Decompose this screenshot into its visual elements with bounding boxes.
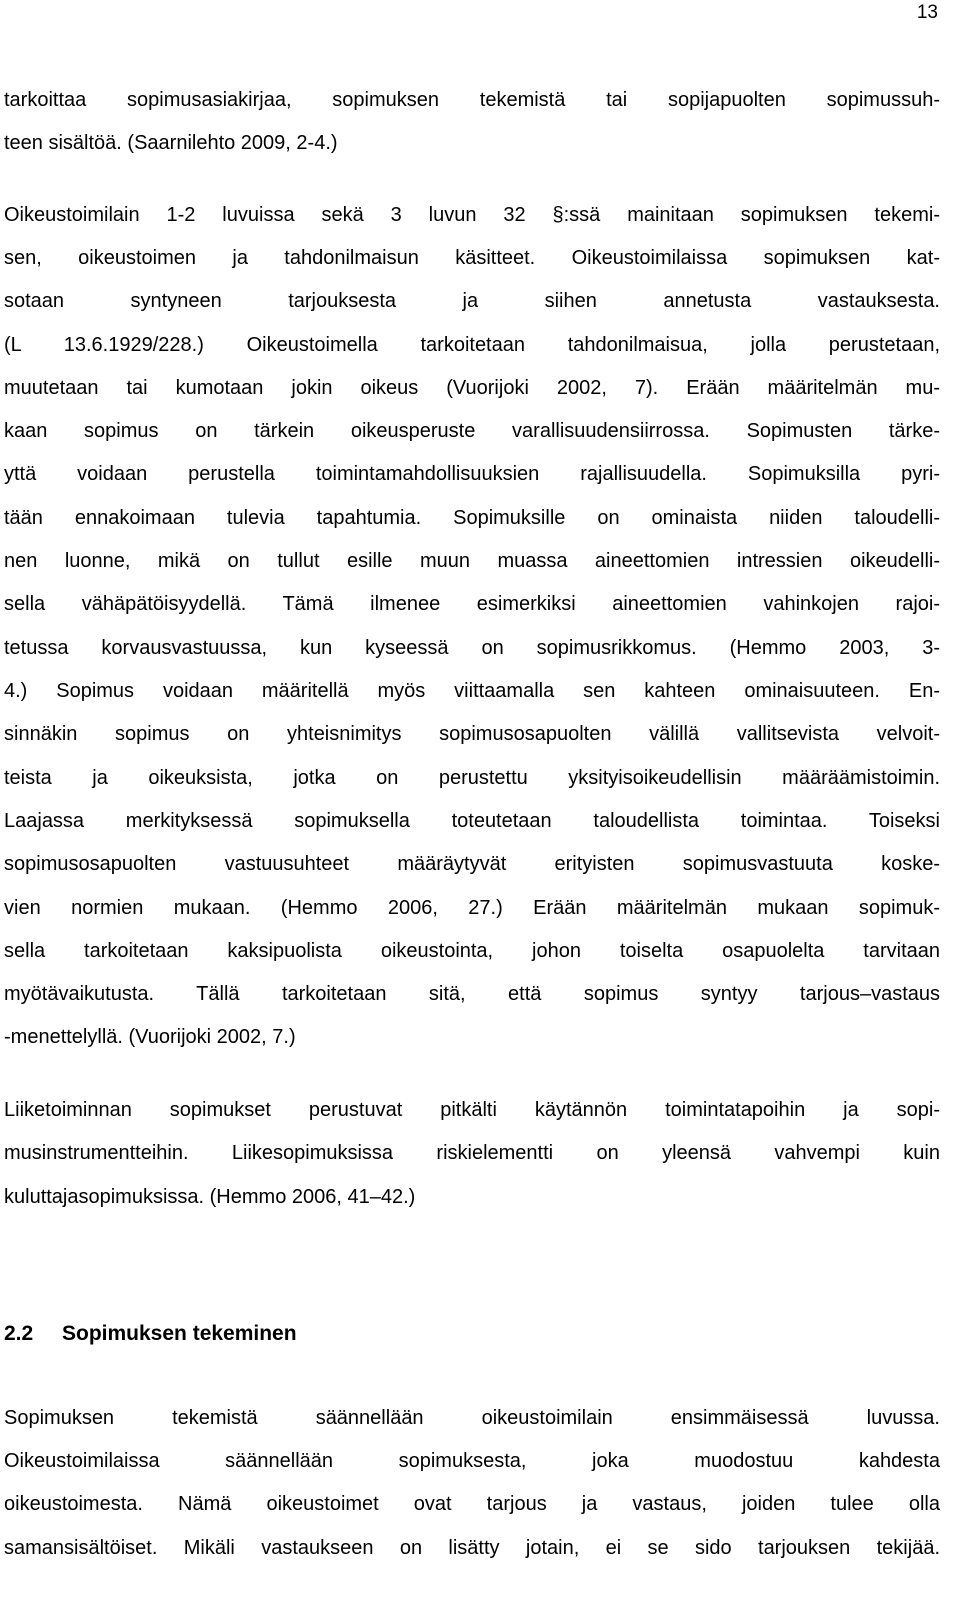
text-line: samansisältöiset. Mikäli vastaukseen on lisätty jotain, ei se sido tarjouksen tekijää. <box>4 1537 940 1559</box>
text-line: sella tarkoitetaan kaksipuolista oikeustointa, johon toiselta osapuolelta tarvitaan <box>4 940 940 962</box>
text-line: muutetaan tai kumotaan jokin oikeus (Vuorijoki 2002, 7). Erään määritelmän mu- <box>4 377 940 399</box>
text-line: teista ja oikeuksista, jotka on perustettu yksityisoikeudellisin määräämistoimin. <box>4 767 940 789</box>
section-heading <box>4 1322 297 1346</box>
text-line: myötävaikutusta. Tällä tarkoitetaan sitä, että sopimus syntyy tarjous–vastaus <box>4 983 940 1005</box>
text-line: vien normien mukaan. (Hemmo 2006, 27.) Erään määritelmän mukaan sopimuk- <box>4 897 940 919</box>
text-line: teen sisältöä. (Saarnilehto 2009, 2-4.) <box>4 132 338 154</box>
text-line: oikeustoimesta. Nämä oikeustoimet ovat tarjous ja vastaus, joiden tulee olla <box>4 1493 940 1515</box>
text-line: 4.) Sopimus voidaan määritellä myös viittaamalla sen kahteen ominaisuuteen. En- <box>4 680 940 702</box>
text-line: kuluttajasopimuksissa. (Hemmo 2006, 41–42.) <box>4 1186 416 1208</box>
text-line: sella vähäpätöisyydellä. Tämä ilmenee esimerkiksi aineettomien vahinkojen rajoi- <box>4 593 940 615</box>
text-line: -menettelyllä. (Vuorijoki 2002, 7.) <box>4 1026 296 1048</box>
text-line: Laajassa merkityksessä sopimuksella toteutetaan taloudellista toimintaa. Toiseksi <box>4 810 940 832</box>
page-number: 13 <box>916 2 938 23</box>
text-line: sen, oikeustoimen ja tahdonilmaisun käsitteet. Oikeustoimilaissa sopimuksen kat- <box>4 247 940 269</box>
text-line: tään ennakoimaan tulevia tapahtumia. Sopimuksille on ominaista niiden taloudelli- <box>4 507 940 529</box>
text-line: musinstrumentteihin. Liikesopimuksissa riskielementti on yleensä vahvempi kuin <box>4 1142 940 1164</box>
text-line: Sopimuksen tekemistä säännellään oikeustoimilain ensimmäisessä luvussa. <box>4 1407 940 1429</box>
text-line: yttä voidaan perustella toimintamahdollisuuksien rajallisuudella. Sopimuksilla pyri- <box>4 463 940 485</box>
text-line: nen luonne, mikä on tullut esille muun muassa aineettomien intressien oikeudelli- <box>4 550 940 572</box>
section-number: 2.2 <box>4 1322 34 1345</box>
text-line: kaan sopimus on tärkein oikeusperuste varallisuudensiirrossa. Sopimusten tärke- <box>4 420 940 442</box>
text-line: Oikeustoimilaissa säännellään sopimuksesta, joka muodostuu kahdesta <box>4 1450 940 1472</box>
text-line: sinnäkin sopimus on yhteisnimitys sopimusosapuolten välillä vallitsevista velvoit- <box>4 723 940 745</box>
text-line: Liiketoiminnan sopimukset perustuvat pitkälti käytännön toimintatapoihin ja sopi- <box>4 1099 940 1121</box>
text-line: tetussa korvausvastuussa, kun kyseessä on sopimusrikkomus. (Hemmo 2003, 3- <box>4 637 940 659</box>
text-line: (L 13.6.1929/228.) Oikeustoimella tarkoitetaan tahdonilmaisua, jolla perustetaan, <box>4 334 940 356</box>
section-title: Sopimuksen tekeminen <box>62 1322 297 1345</box>
text-line: Oikeustoimilain 1-2 luvuissa sekä 3 luvun 32 §:ssä mainitaan sopimuksen tekemi- <box>4 204 940 226</box>
text-line: tarkoittaa sopimusasiakirjaa, sopimuksen tekemistä tai sopijapuolten sopimussuh- <box>4 89 940 111</box>
text-line: sopimusosapuolten vastuusuhteet määräytyvät erityisten sopimusvastuuta koske- <box>4 853 940 875</box>
text-line: sotaan syntyneen tarjouksesta ja siihen annetusta vastauksesta. <box>4 290 940 312</box>
